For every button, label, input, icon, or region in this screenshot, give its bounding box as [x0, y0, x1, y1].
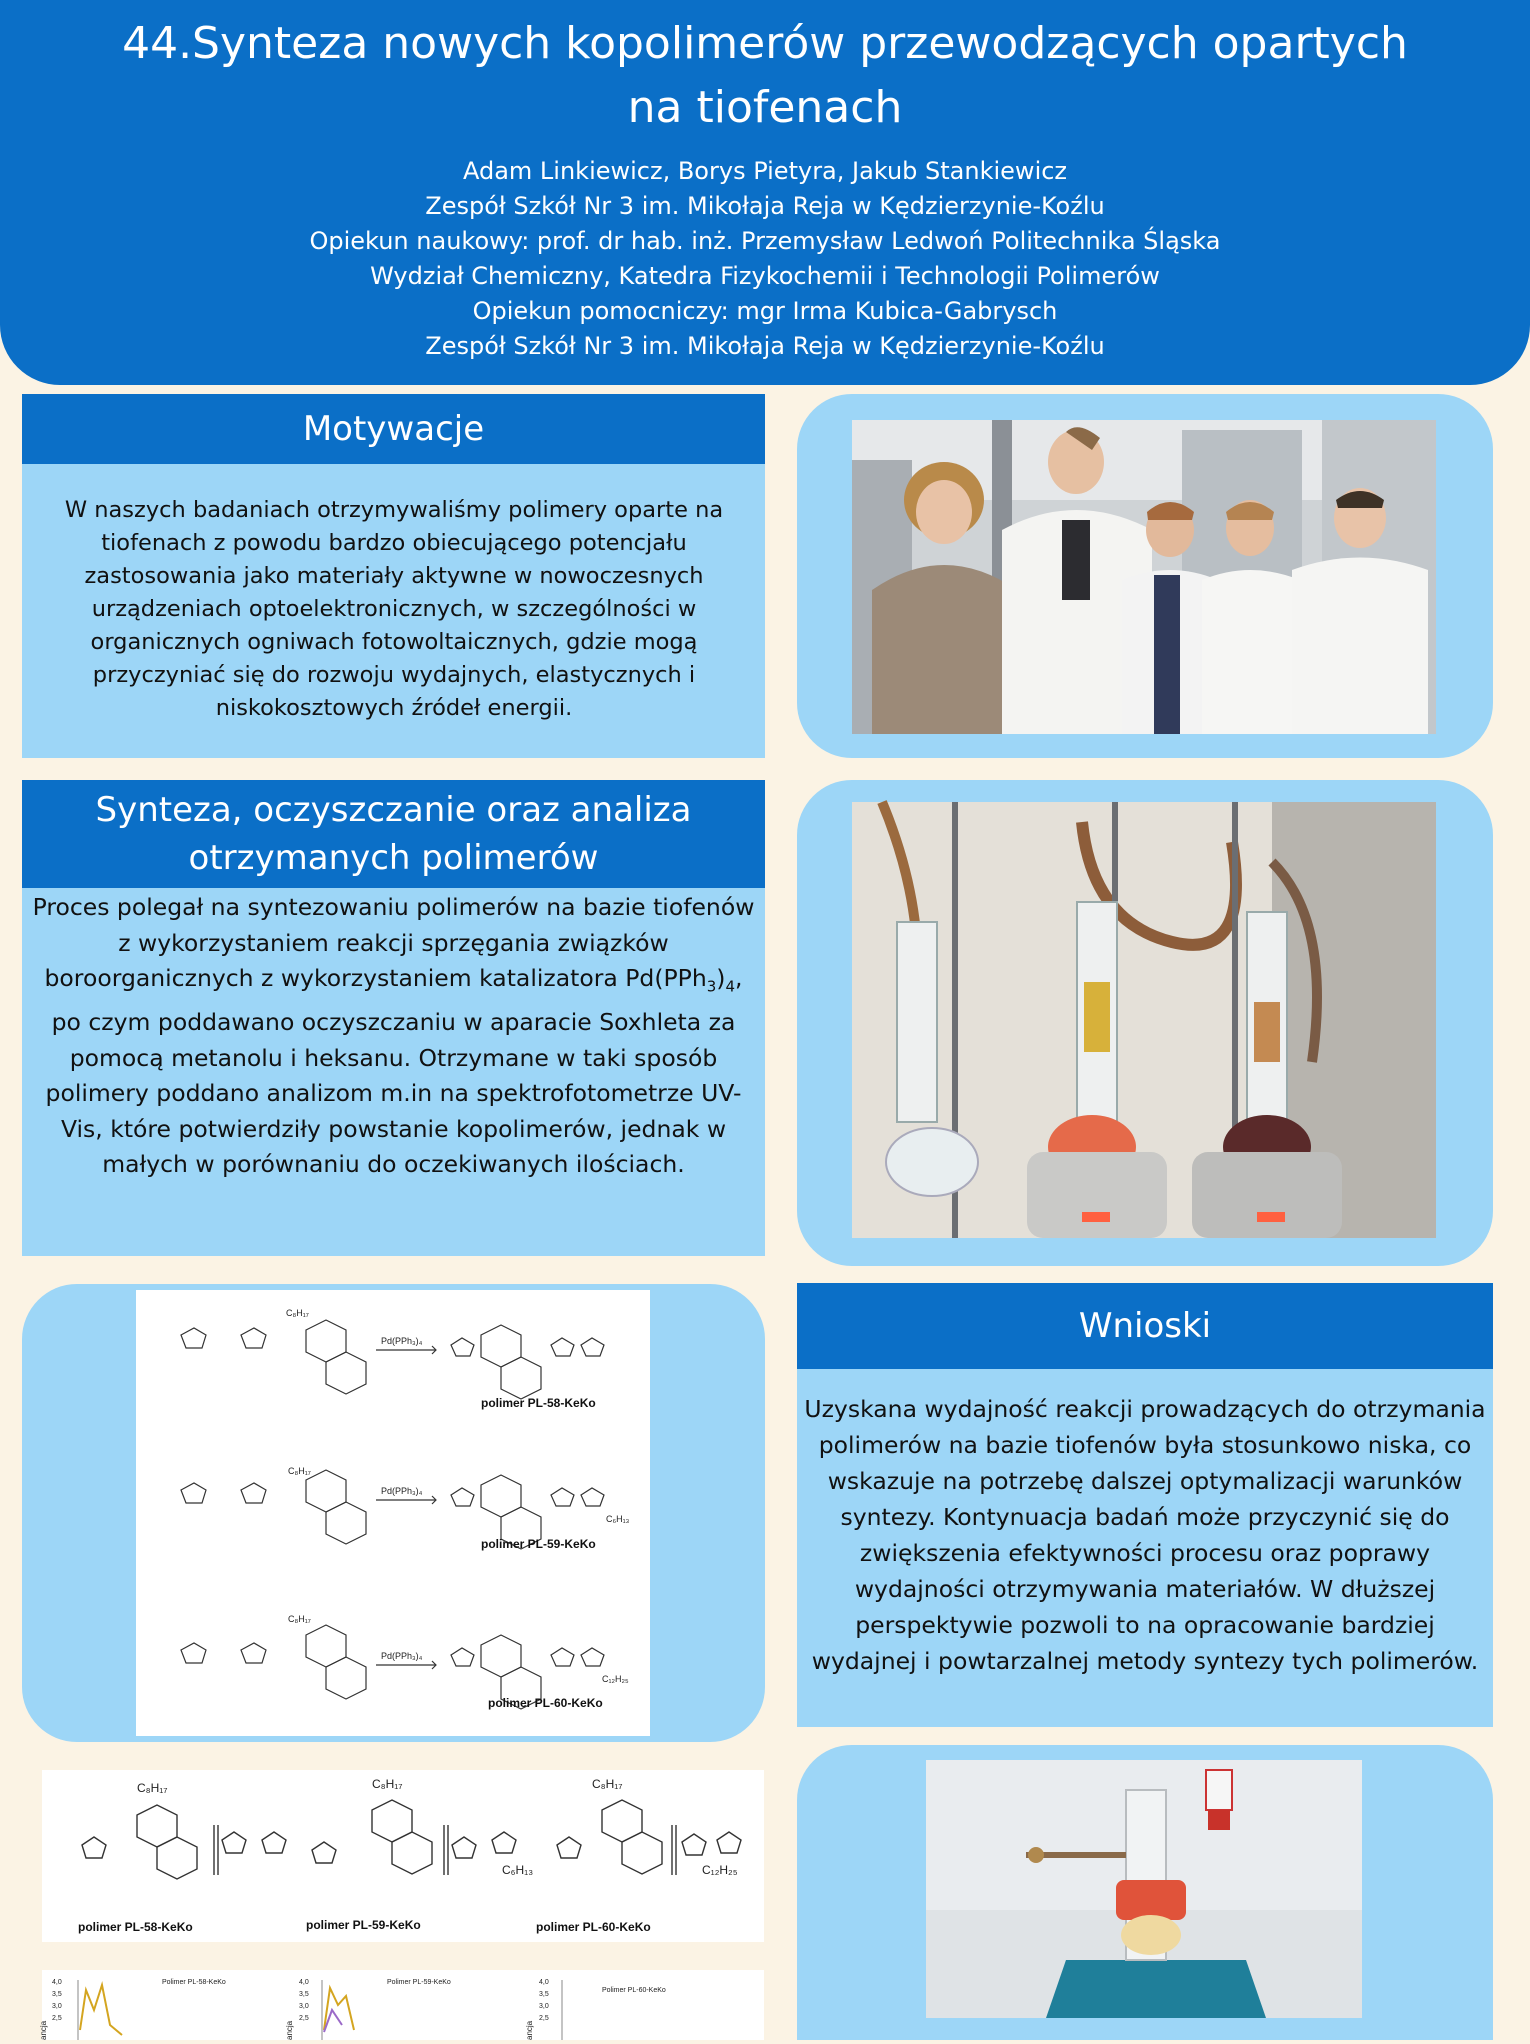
tick-1b: 3,5: [52, 1991, 62, 1998]
synteza-text-part2: , po czym poddawano oczyszczaniu w aparacie Soxhleta za pomocą metanolu i heksanu. Otrzymane w taki sposób polimery poddano analizom m.in na spektrofotometrze UV-Vis, które potwierdziły powstanie kopolimerów, jednak w małych w porównaniu do oczekiwanych ilościach.: [45, 964, 743, 1179]
synteza-panel: [22, 780, 765, 1256]
tick-2b: 3,5: [299, 1991, 309, 1998]
poster-title: 44.Synteza nowych kopolimerów przewodzących opartych na tiofenach: [122, 18, 1408, 133]
reaction-scheme-drawing: [136, 1290, 650, 1736]
c12-label: C₁₂H₂₅: [602, 1674, 629, 1684]
structure-label-pl58: polimer PL-58-KeKo: [78, 1920, 193, 1934]
synteza-text: [22, 888, 765, 1183]
poster-header: [0, 0, 1530, 385]
ylabel-1: ancja: [39, 2020, 48, 2040]
school: Zespół Szkół Nr 3 im. Mikołaja Reja w Kędzierzynie-Koźlu: [425, 192, 1105, 220]
synteza-heading-line2: otrzymanych polimerów: [188, 838, 599, 878]
tick-3c: 3,0: [539, 2003, 549, 2010]
authors: Adam Linkiewicz, Borys Pietyra, Jakub Stankiewicz: [462, 157, 1068, 185]
polymer-structures: [42, 1770, 764, 1942]
reactor-photo: [926, 1760, 1362, 2018]
reaction-scheme: [136, 1290, 650, 1736]
spectrum-title-1: Polimer PL-58-KeKo: [162, 1979, 226, 1986]
lab-photo-image: [852, 802, 1436, 1238]
spectrum-title-3: Polimer PL-60-KeKo: [602, 1987, 666, 1994]
tick-1c: 3,0: [52, 2003, 62, 2010]
wnioski-text: Uzyskana wydajność reakcji prowadzących do otrzymania polimerów na bazie tiofenów była stosunkowo niska, co wskazuje na potrzebę dalszej optymalizacji warunków syntezy. Kontynuacja badań może przyczynić się do zwiększenia efektywności procesu oraz poprawy wydajności otrzymywania materiałów. W dłuższej perspektywie pozwoli to na opracowanie bardziej wydajnej i powtarzalnej metody syntezy tych polimerów.: [804, 1395, 1486, 1675]
synteza-heading-line1: Synteza, oczyszczanie oraz analiza: [95, 790, 692, 830]
scheme-label-pl58: polimer PL-58-KeKo: [481, 1396, 596, 1410]
struct-c8-2: C₈H₁₇: [372, 1777, 403, 1791]
uv-vis-spectra: [39, 1970, 764, 2040]
scheme-label-pl59: polimer PL-59-KeKo: [481, 1537, 596, 1551]
team-photo: [852, 420, 1436, 734]
c8-label-1: C₈H₁₇: [286, 1308, 309, 1318]
tick-3b: 3,5: [539, 1991, 549, 1998]
catalyst-3: Pd(PPh₃)₄: [381, 1651, 423, 1661]
scheme-texts: [286, 1308, 630, 1684]
uv-vis-spectra-drawing: [39, 1970, 764, 2040]
scheme-label-pl60: polimer PL-60-KeKo: [488, 1696, 603, 1710]
assistant-supervisor: Opiekun pomocniczy: mgr Irma Kubica-Gabrysch: [472, 297, 1058, 325]
struct-c12: C₁₂H₂₅: [702, 1863, 738, 1877]
ylabel-3: ancja: [525, 2020, 534, 2040]
lab-photo: [852, 802, 1436, 1238]
reactor-photo-image: [926, 1760, 1362, 2018]
motywacje-heading: Motywacje: [22, 394, 765, 464]
structure-label-pl60: polimer PL-60-KeKo: [536, 1920, 651, 1934]
scientific-supervisor: Opiekun naukowy: prof. dr hab. inż. Przemysław Ledwoń Politechnika Śląska: [309, 227, 1221, 255]
c6-label: C₆H₁₃: [606, 1514, 630, 1524]
tick-2d: 2,5: [299, 2015, 309, 2022]
tick-2c: 3,0: [299, 2003, 309, 2010]
c8-label-2: C₈H₁₇: [288, 1466, 311, 1476]
school-2: Zespół Szkół Nr 3 im. Mikołaja Reja w Kędzierzynie-Koźlu: [425, 332, 1105, 360]
author-lines: [0, 154, 1530, 364]
spectrum-title-2: Polimer PL-59-KeKo: [387, 1979, 451, 1986]
synteza-sub1: 3: [706, 977, 717, 996]
synteza-text-mid: ): [716, 964, 726, 992]
tick-1d: 2,5: [52, 2015, 62, 2022]
catalyst-2: Pd(PPh₃)₄: [381, 1486, 423, 1496]
synteza-sub2: 4: [725, 977, 735, 996]
c8-label-3: C₈H₁₇: [288, 1614, 311, 1624]
motywacje-panel: [22, 394, 765, 758]
catalyst-1: Pd(PPh₃)₄: [381, 1336, 423, 1346]
struct-c8-3: C₈H₁₇: [592, 1777, 623, 1791]
synteza-text-part1: Proces polegał na syntezowaniu polimerów na bazie tiofenów z wykorzystaniem reakcji sprzęgania związków boroorganicznych z wykorzystaniem katalizatora Pd(PPh: [32, 893, 755, 992]
tick-3d: 2,5: [539, 2015, 549, 2022]
wnioski-heading: Wnioski: [797, 1283, 1493, 1369]
wnioski-panel: [797, 1283, 1493, 1727]
team-photo-image: [852, 420, 1436, 734]
tick-3a: 4,0: [539, 1979, 549, 1986]
tick-1a: 4,0: [52, 1979, 62, 1986]
ylabel-2: ancja: [285, 2020, 294, 2040]
struct-c8-1: C₈H₁₇: [137, 1781, 168, 1795]
struct-c6: C₆H₁₃: [502, 1863, 534, 1877]
department: Wydział Chemiczny, Katedra Fizykochemii i Technologii Polimerów: [370, 262, 1160, 290]
structure-label-pl59: polimer PL-59-KeKo: [306, 1918, 421, 1932]
tick-2a: 4,0: [299, 1979, 309, 1986]
polymer-structures-drawing: [42, 1770, 764, 1942]
motywacje-text: W naszych badaniach otrzymywaliśmy polimery oparte na tiofenach z powodu bardzo obiecującego potencjału zastosowania jako materiały aktywne w nowoczesnych urządzeniach optoelektronicznych, w szczególności w organicznych ogniwach fotowoltaicznych, gdzie mogą przyczyniać się do rozwoju wydajnych, elastycznych i niskokosztowych źródeł energii.: [64, 497, 724, 721]
synteza-heading: [22, 780, 765, 888]
